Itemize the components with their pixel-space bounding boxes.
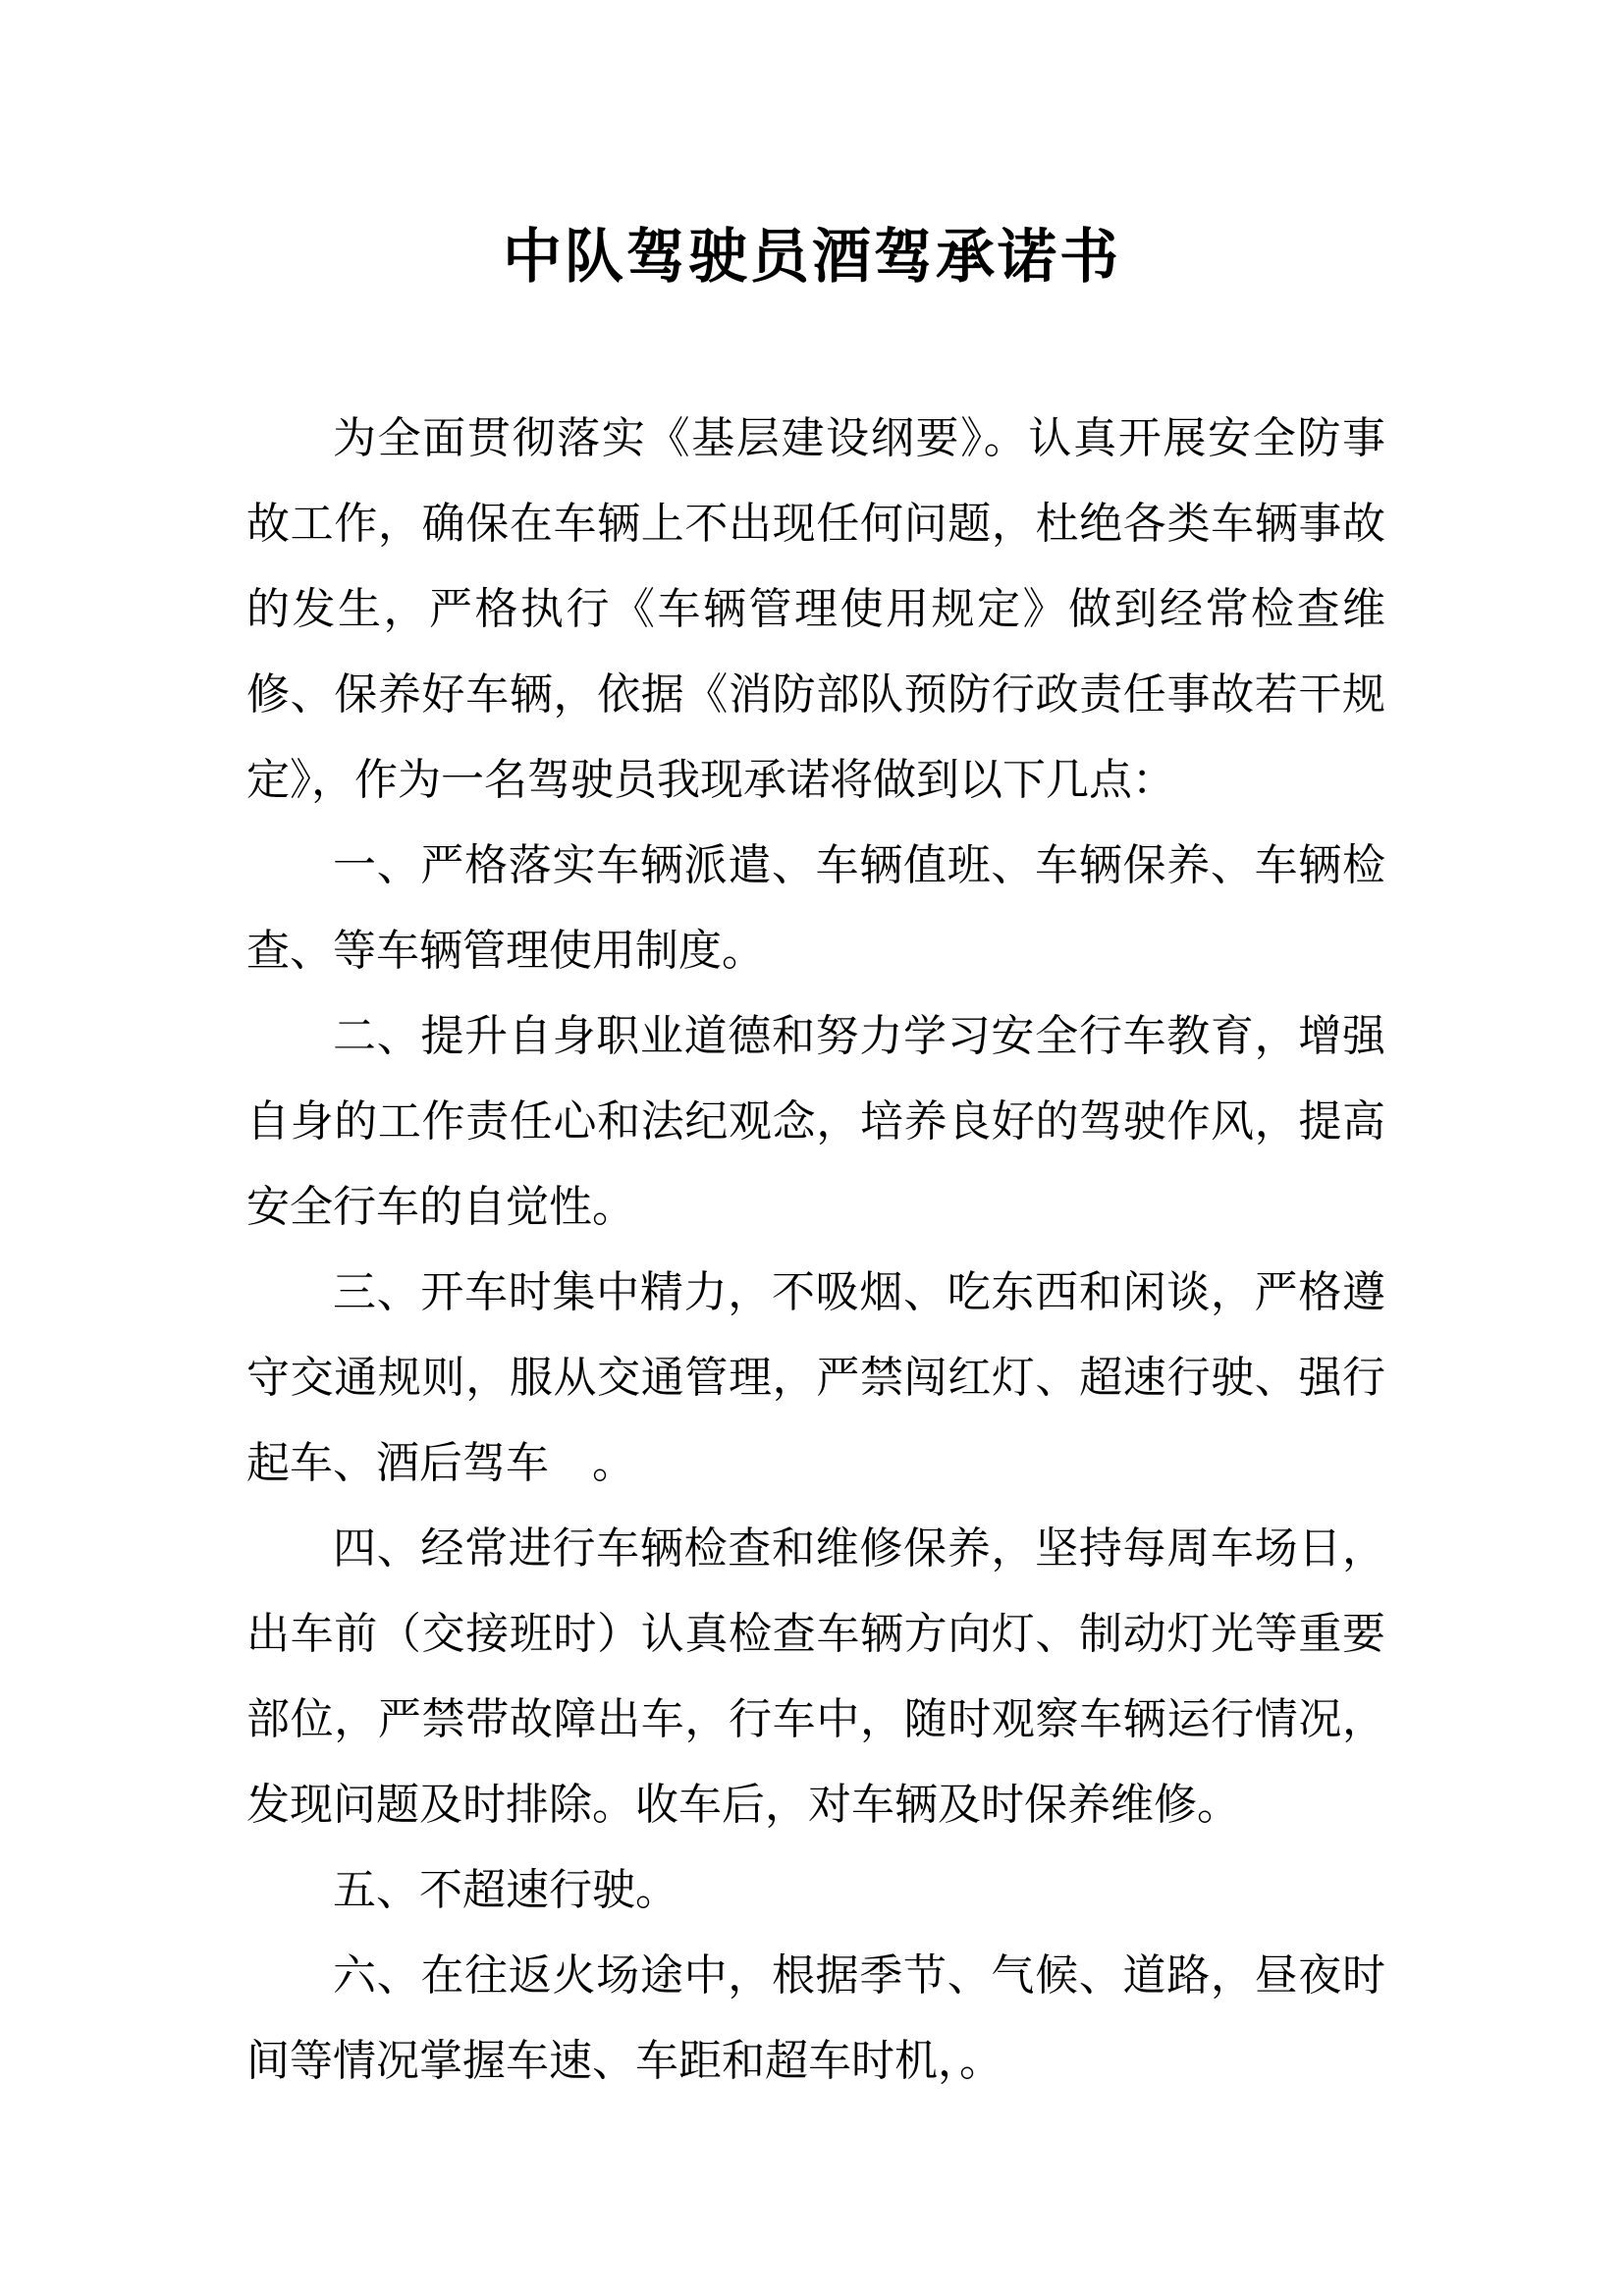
commitment-item-5: 五、不超速行驶。: [333, 1865, 678, 1915]
commitment-item-4: 四、经常进行车辆检查和维修保养，坚持每周车场日，出车前（交接班时）认真检查车辆方向灯、制动灯光等重要部位，严禁带故障出车，行车中，随时观察车辆运行情况，发现问题及时排除。收车后，对车辆及时保养维修。: [246, 1523, 1385, 1830]
intro-paragraph: 为全面贯彻落实《基层建设纲要》。认真开展安全防事故工作，确保在车辆上不出现任何问题，杜绝各类车辆事故的发生，严格执行《车辆管理使用规定》做到经常检查维修、保养好车辆，依据《消防部队预防行政责任事故若干规定》，作为一名驾驶员我现承诺将做到以下几点：: [246, 413, 1385, 805]
commitment-item-6: 六、在往返火场途中，根据季节、气候、道路，昼夜时间等情况掌握车速、车距和超车时机，。: [246, 1950, 1385, 2086]
commitment-item-1: 一、严格落实车辆派遣、车辆值班、车辆保养、车辆检查、等车辆管理使用制度。: [246, 840, 1385, 976]
commitment-item-3: 三、开车时集中精力，不吸烟、吃东西和闲谈，严格遵守交通规则，服从交通管理，严禁闯红灯、超速行驶、强行起车、酒后驾车 。: [246, 1267, 1385, 1488]
document-title: 中队驾驶员酒驾承诺书: [503, 223, 1121, 292]
commitment-item-2: 二、提升自身职业道德和努力学习安全行车教育，增强自身的工作责任心和法纪观念，培养良好的驾驶作风，提高安全行车的自觉性。: [246, 1011, 1385, 1232]
document-body: [246, 396, 1385, 2104]
